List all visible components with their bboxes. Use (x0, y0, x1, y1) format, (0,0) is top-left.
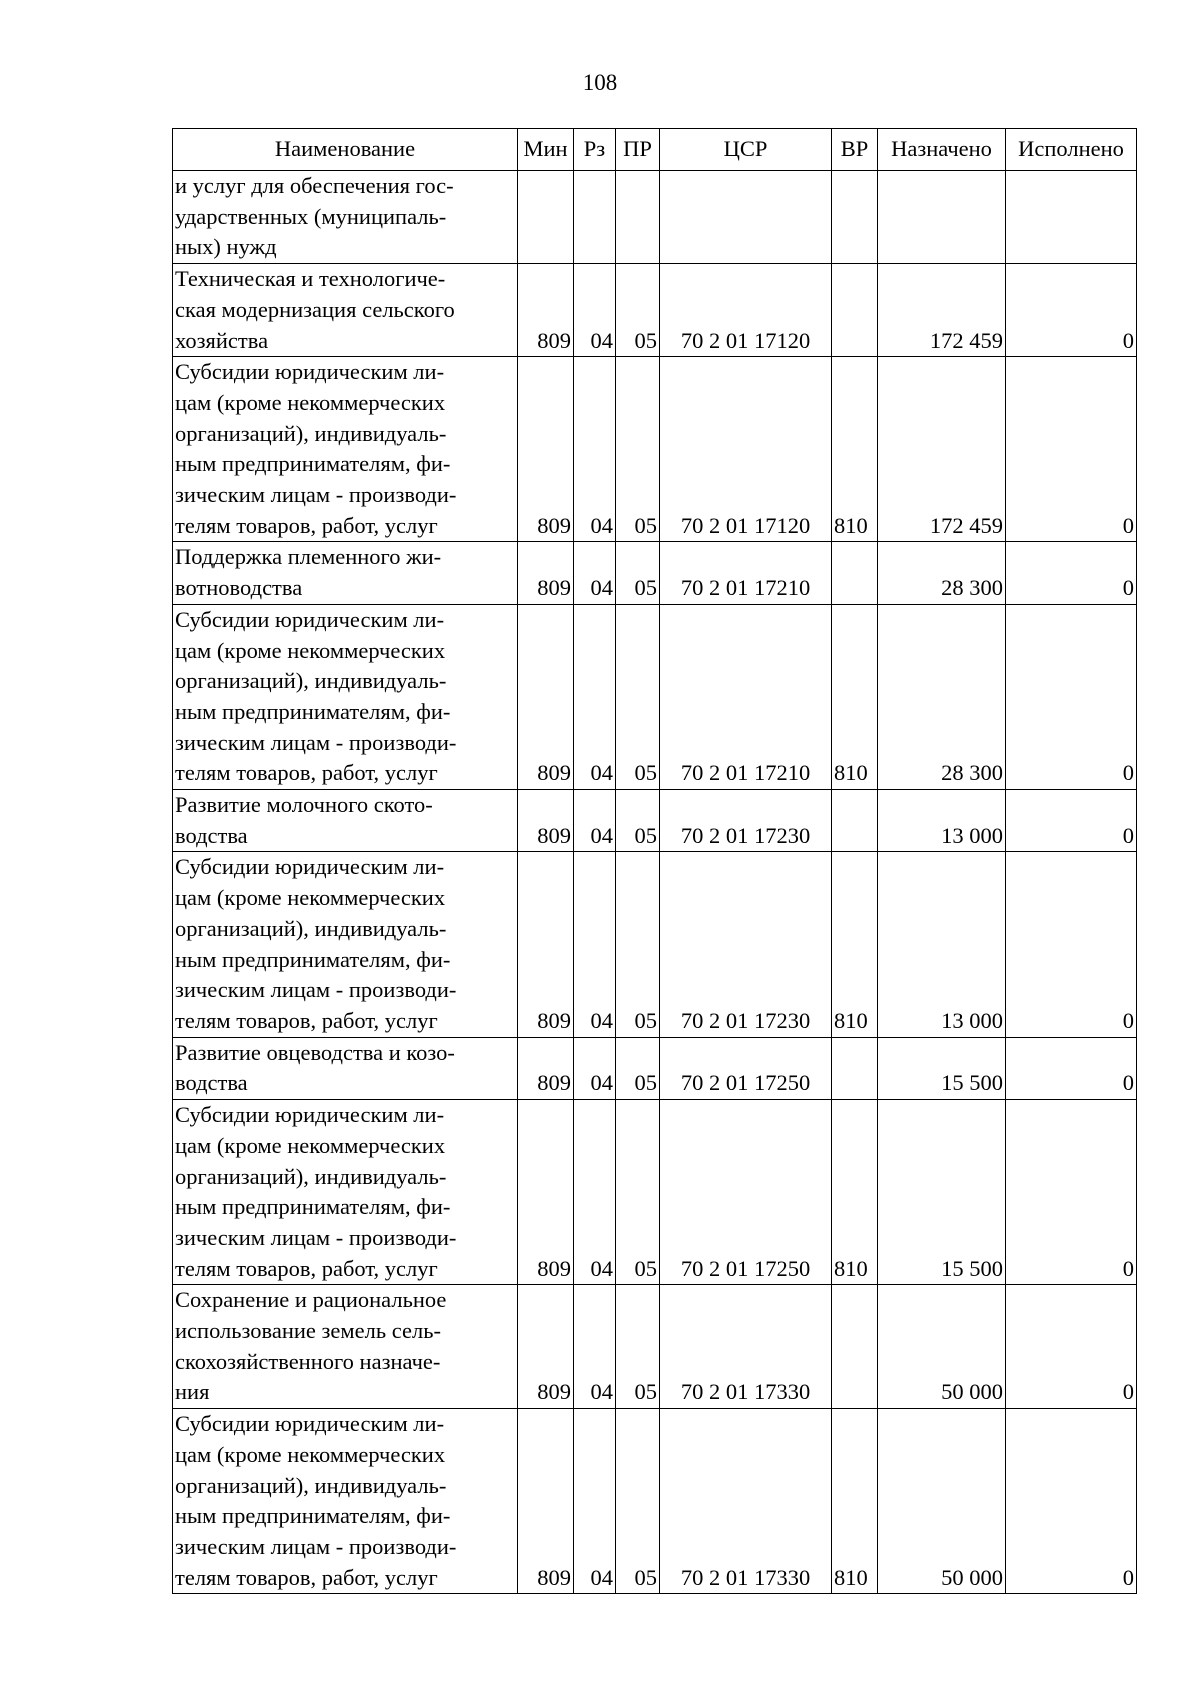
table-row (173, 790, 1137, 852)
cell-ispolneno: 0 (1006, 1037, 1137, 1099)
cell-ispolneno (1006, 171, 1137, 264)
cell-ispolneno: 0 (1006, 1100, 1137, 1285)
cell-csr (660, 171, 832, 264)
cell-min: 809 (518, 1285, 574, 1409)
cell-name: Развитие молочного ското- водства (173, 790, 518, 852)
cell-vr (832, 1037, 878, 1099)
cell-min: 809 (518, 264, 574, 357)
cell-pr: 05 (616, 264, 660, 357)
cell-csr: 70 2 01 17210 (660, 604, 832, 789)
cell-pr: 05 (616, 852, 660, 1037)
table-header (173, 129, 1137, 171)
table-row (173, 1037, 1137, 1099)
cell-pr: 05 (616, 357, 660, 542)
cell-rz: 04 (574, 1285, 616, 1409)
cell-pr: 05 (616, 1285, 660, 1409)
cell-csr: 70 2 01 17120 (660, 357, 832, 542)
cell-naznacheno: 172 459 (878, 264, 1006, 357)
cell-naznacheno: 15 500 (878, 1037, 1006, 1099)
cell-name: Поддержка племенного жи- вотноводства (173, 542, 518, 604)
cell-name: Субсидии юридическим ли- цам (кроме некоммерческих организаций), индивидуаль- ным предпринимателям, фи- зическим лицам - производи- телям товаров, работ, услуг (173, 604, 518, 789)
cell-rz: 04 (574, 1409, 616, 1594)
header-min: Мин (518, 129, 574, 171)
cell-csr: 70 2 01 17330 (660, 1285, 832, 1409)
page-number: 108 (582, 70, 618, 95)
table-row (173, 852, 1137, 1037)
header-naznacheno: Назначено (878, 129, 1006, 171)
table-row (173, 604, 1137, 789)
cell-naznacheno: 13 000 (878, 790, 1006, 852)
cell-pr (616, 171, 660, 264)
header-rz: Рз (574, 129, 616, 171)
cell-naznacheno: 28 300 (878, 604, 1006, 789)
cell-vr (832, 790, 878, 852)
cell-rz: 04 (574, 790, 616, 852)
cell-pr: 05 (616, 1409, 660, 1594)
table-row (173, 264, 1137, 357)
cell-pr: 05 (616, 542, 660, 604)
cell-ispolneno: 0 (1006, 542, 1137, 604)
cell-csr: 70 2 01 17230 (660, 852, 832, 1037)
cell-csr: 70 2 01 17230 (660, 790, 832, 852)
cell-min: 809 (518, 852, 574, 1037)
cell-rz: 04 (574, 604, 616, 789)
cell-name: Техническая и технологиче- ская модернизация сельского хозяйства (173, 264, 518, 357)
cell-vr: 810 (832, 1409, 878, 1594)
cell-min: 809 (518, 790, 574, 852)
cell-ispolneno: 0 (1006, 852, 1137, 1037)
cell-ispolneno: 0 (1006, 1409, 1137, 1594)
cell-vr (832, 264, 878, 357)
cell-pr: 05 (616, 604, 660, 789)
cell-vr (832, 1285, 878, 1409)
cell-min: 809 (518, 604, 574, 789)
cell-rz: 04 (574, 1037, 616, 1099)
table-row (173, 1100, 1137, 1285)
cell-vr: 810 (832, 357, 878, 542)
cell-min: 809 (518, 357, 574, 542)
cell-min: 809 (518, 542, 574, 604)
cell-csr: 70 2 01 17210 (660, 542, 832, 604)
cell-pr: 05 (616, 1037, 660, 1099)
budget-table (172, 128, 1137, 1594)
cell-naznacheno: 50 000 (878, 1285, 1006, 1409)
cell-name: Субсидии юридическим ли- цам (кроме некоммерческих организаций), индивидуаль- ным предпринимателям, фи- зическим лицам - производи- телям товаров, работ, услуг (173, 1409, 518, 1594)
header-ispolneno: Исполнено (1006, 129, 1137, 171)
cell-rz: 04 (574, 1100, 616, 1285)
cell-name: Субсидии юридическим ли- цам (кроме некоммерческих организаций), индивидуаль- ным предпринимателям, фи- зическим лицам - производи- телям товаров, работ, услуг (173, 852, 518, 1037)
cell-naznacheno: 172 459 (878, 357, 1006, 542)
table-row (173, 542, 1137, 604)
cell-vr: 810 (832, 1100, 878, 1285)
cell-rz: 04 (574, 357, 616, 542)
cell-rz: 04 (574, 852, 616, 1037)
cell-ispolneno: 0 (1006, 1285, 1137, 1409)
cell-rz: 04 (574, 264, 616, 357)
cell-vr: 810 (832, 852, 878, 1037)
cell-min: 809 (518, 1100, 574, 1285)
cell-min: 809 (518, 1037, 574, 1099)
cell-csr: 70 2 01 17250 (660, 1100, 832, 1285)
table-row (173, 171, 1137, 264)
cell-naznacheno: 13 000 (878, 852, 1006, 1037)
cell-vr: 810 (832, 604, 878, 789)
cell-name: Субсидии юридическим ли- цам (кроме некоммерческих организаций), индивидуаль- ным предпринимателям, фи- зическим лицам - производи- телям товаров, работ, услуг (173, 1100, 518, 1285)
cell-csr: 70 2 01 17330 (660, 1409, 832, 1594)
table-row (173, 1285, 1137, 1409)
cell-ispolneno: 0 (1006, 357, 1137, 542)
cell-vr (832, 171, 878, 264)
cell-name: Субсидии юридическим ли- цам (кроме некоммерческих организаций), индивидуаль- ным предпринимателям, фи- зическим лицам - производи- телям товаров, работ, услуг (173, 357, 518, 542)
header-csr: ЦСР (660, 129, 832, 171)
cell-min: 809 (518, 1409, 574, 1594)
cell-naznacheno: 50 000 (878, 1409, 1006, 1594)
cell-ispolneno: 0 (1006, 264, 1137, 357)
cell-vr (832, 542, 878, 604)
cell-pr: 05 (616, 1100, 660, 1285)
header-pr: ПР (616, 129, 660, 171)
cell-name: и услуг для обеспечения гос- ударственных (муниципаль- ных) нужд (173, 171, 518, 264)
cell-ispolneno: 0 (1006, 604, 1137, 789)
cell-min (518, 171, 574, 264)
table-body (173, 171, 1137, 1594)
cell-csr: 70 2 01 17120 (660, 264, 832, 357)
header-vr: ВР (832, 129, 878, 171)
cell-ispolneno: 0 (1006, 790, 1137, 852)
cell-rz: 04 (574, 542, 616, 604)
table-row (173, 357, 1137, 542)
cell-name: Сохранение и рациональное использование земель сель- скохозяйственного назначе- ния (173, 1285, 518, 1409)
cell-rz (574, 171, 616, 264)
table-row (173, 1409, 1137, 1594)
cell-name: Развитие овцеводства и козо- водства (173, 1037, 518, 1099)
cell-pr: 05 (616, 790, 660, 852)
header-row (173, 129, 1137, 171)
cell-naznacheno: 28 300 (878, 542, 1006, 604)
cell-naznacheno: 15 500 (878, 1100, 1006, 1285)
header-name: Наименование (173, 129, 518, 171)
cell-naznacheno (878, 171, 1006, 264)
cell-csr: 70 2 01 17250 (660, 1037, 832, 1099)
